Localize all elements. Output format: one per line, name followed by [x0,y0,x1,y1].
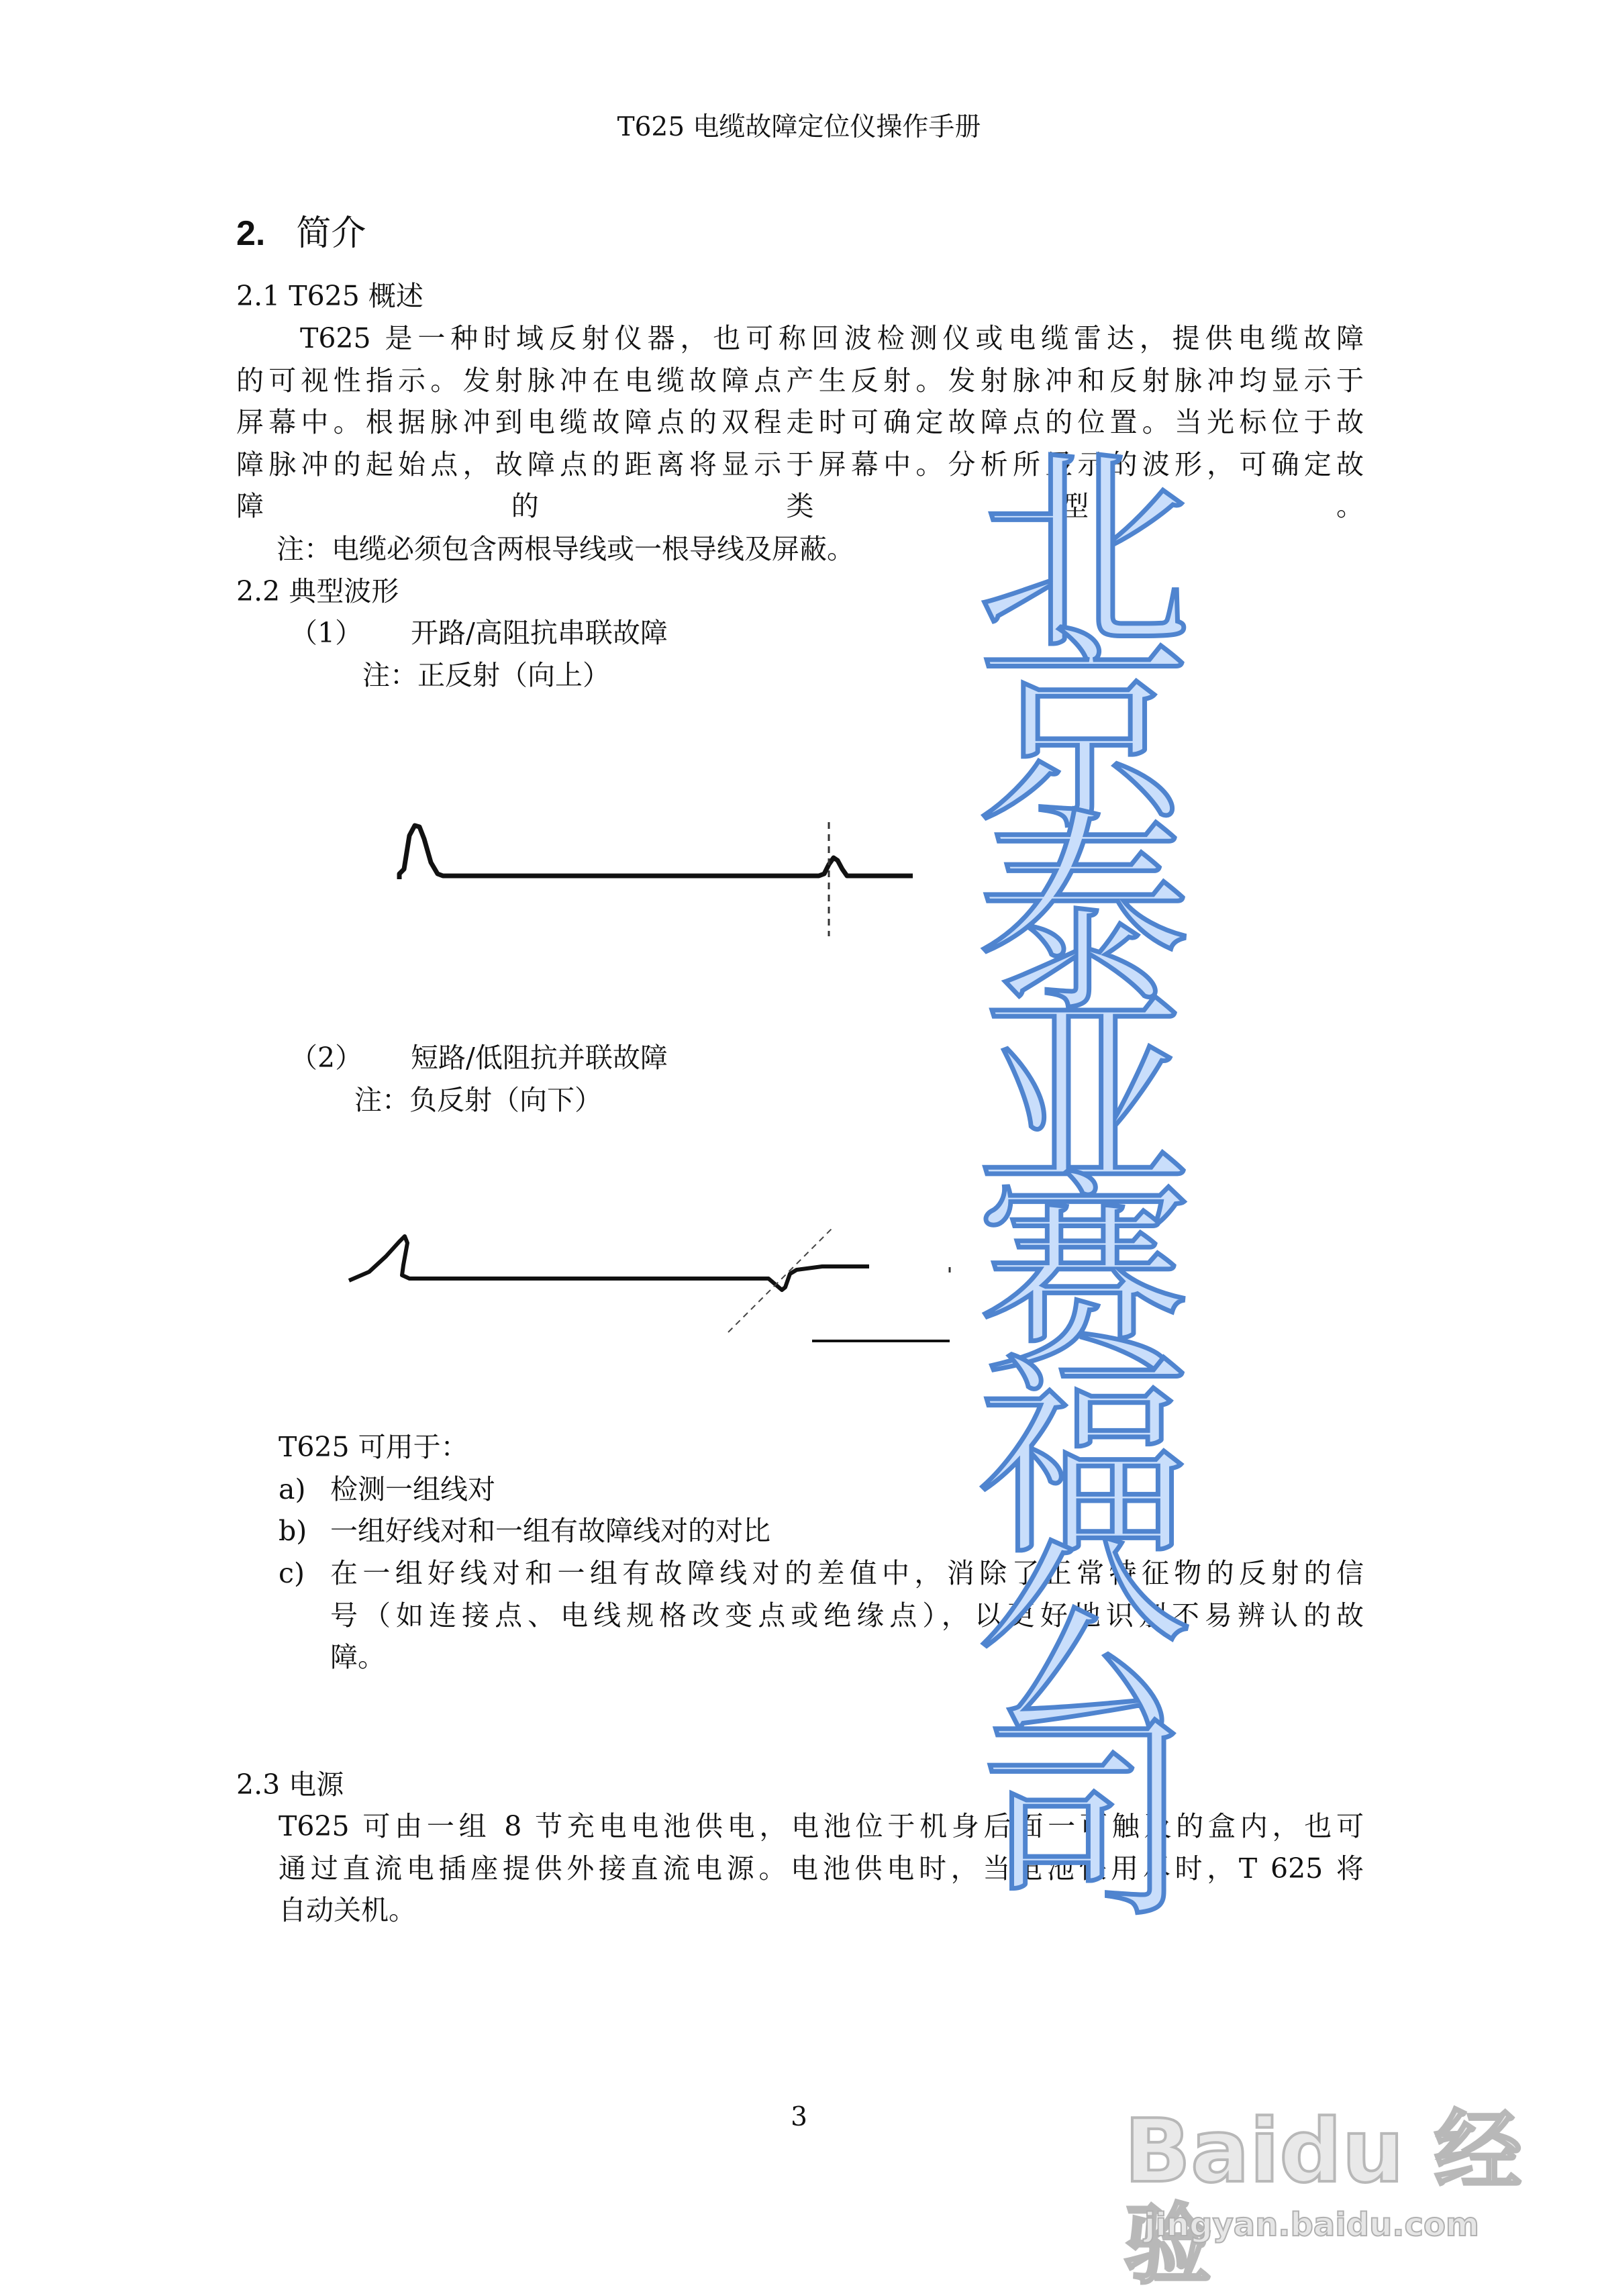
overview-line-5: 障的类型。 [236,490,1364,522]
watermark-char: 司 [977,1697,1191,1947]
use-c-line-1: 在一组好线对和一组有故障线对的差值中，消除了正常特征物的反射的信 [330,1557,1364,1589]
company-watermark [960,429,1208,1947]
subsection-2-3-heading: 2.3 电源 [236,1768,344,1801]
overview-line-1: T625 是一种时域反射仪器，也可称回波检测仪或电缆雷达，提供电缆故障 [300,322,1364,354]
subsection-2-1-heading: 2.1 T625 概述 [236,280,423,312]
waveform-2-label: 短路/低阻抗并联故障 [411,1042,668,1074]
power-line-1: T625 可由一组 8 节充电电池供电，电池位于机身后面一可触及的盒内，也可 [279,1810,1364,1842]
waveform-2-number: （2） [290,1042,363,1074]
baidu-logo: Baidu 经验 [1124,2100,1522,2296]
watermark-char: 赛 [977,1154,1191,1403]
page-header: T625 电缆故障定位仪操作手册 [617,112,981,142]
open-circuit-trace [399,826,913,879]
section-heading [236,205,366,255]
waveform-1-number: （1） [290,617,363,649]
overview-note: 注：电缆必须包含两根导线或一根导线及屏蔽。 [277,533,854,565]
overview-line-3: 屏幕中。根据脉冲到电缆故障点的双程走时可确定故障点的位置。当光标位于故 [236,406,1364,438]
waveform-2-note: 注：负反射（向下） [354,1084,602,1116]
use-b-text: 一组好线对和一组有故障线对的对比 [330,1515,770,1547]
overview-line-4: 障脉冲的起始点，故障点的距离将显示于屏幕中。分析所显示的波形，可确定故 [236,448,1364,481]
watermark-char: 公 [977,1516,1191,1766]
use-a-text: 检测一组线对 [330,1473,495,1505]
use-c-line-2: 号（如连接点、电线规格改变点或绝缘点），以更好地识别不易辨认的故 [330,1599,1364,1632]
use-c-line-3: 障。 [330,1641,385,1673]
use-c-mark: c) [279,1557,305,1589]
subsection-2-2-heading: 2.2 典型波形 [236,575,399,607]
uses-intro: T625 可用于： [279,1431,468,1463]
page-number: 3 [791,2102,807,2132]
short-circuit-trace [349,1236,869,1290]
overview-line-2: 的可视性指示。发射脉冲在电缆故障点产生反射。发射脉冲和反射脉冲均显示于 [236,364,1364,397]
use-c-text [330,1552,1364,1679]
power-line-3: 自动关机。 [279,1894,416,1926]
section-title: 简介 [296,213,366,254]
watermark-char: 亚 [977,972,1191,1222]
power-line-2: 通过直流电插座提供外接直流电源。电池供电时，当电池快用尽时，T 625 将 [279,1852,1364,1885]
waveform-1-label: 开路/高阻抗串联故障 [411,617,668,649]
waveform-1-note: 注：正反射（向上） [362,659,610,691]
watermark-char: 泰 [977,791,1191,1041]
open-circuit-waveform [389,799,926,953]
baidu-url: jingyan.baidu.com [1144,2206,1479,2244]
watermark-char: 京 [977,610,1191,860]
watermark-char: 福 [977,1335,1191,1585]
use-b-mark: b) [279,1515,307,1547]
watermark-char: 北 [977,429,1191,679]
short-circuit-waveform [339,1208,963,1362]
baidu-watermark [1124,2100,1554,2296]
section-number: 2. [236,214,266,253]
use-a-mark: a) [279,1473,306,1505]
